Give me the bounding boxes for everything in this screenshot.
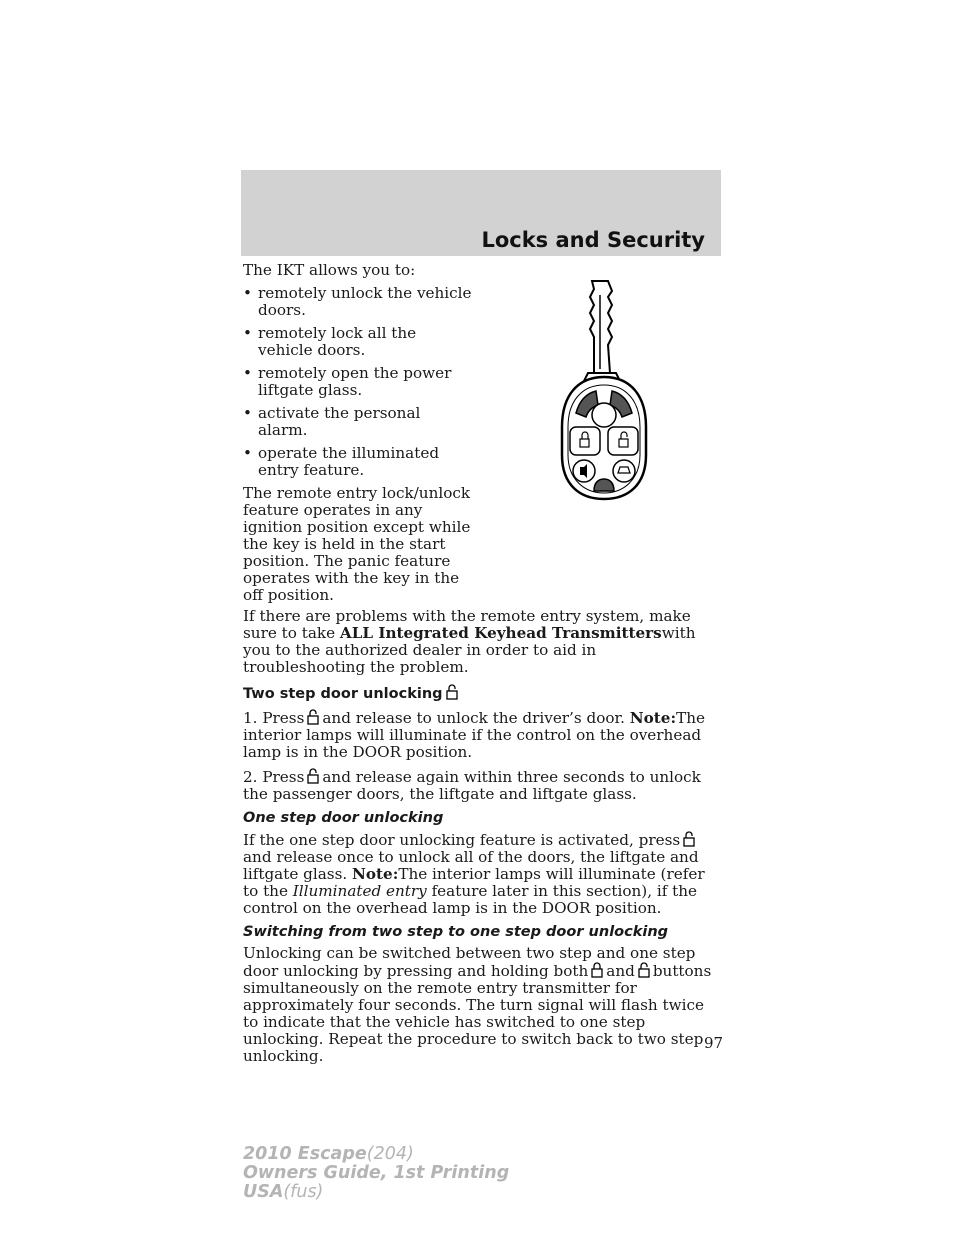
unlock-icon xyxy=(682,831,696,847)
remote-entry-paragraph: The remote entry lock/unlock feature operates in any ignition position except while the key is held in the start position. The panic feature operates with the key in the off position. xyxy=(243,484,471,604)
one-step-heading: One step door unlocking xyxy=(243,810,444,826)
two-step-step2: 2. Press and release again within three seconds to unlock the passenger doors, the liftgate and liftgate glass. xyxy=(243,768,701,803)
one-step-paragraph: If the one step door unlocking feature is activated, pressand release once to unlock all of the doors, the liftgate and liftgate glass. Note:The interior lamps will illuminate (refer to the Illuminated entry feature later in this section), if the control on the overhead lamp is in the DOOR position. xyxy=(243,831,705,917)
lock-icon xyxy=(590,962,604,978)
section-title: Locks and Security xyxy=(481,228,705,252)
list-item: • remotely unlock the vehicle doors. xyxy=(243,285,473,319)
list-item: • operate the illuminated entry feature. xyxy=(243,445,473,479)
two-step-heading: Two step door unlocking xyxy=(243,684,721,703)
two-step-step1: 1. Press and release to unlock the driver’s door. Note:The interior lamps will illuminate if the control on the overhead lamp is in the DOOR position. xyxy=(243,709,705,761)
problems-paragraph: If there are problems with the remote entry system, make sure to take ALL Integrated Keyhead Transmitterswith you to the authorized dealer in order to aid in troubleshooting the problem. xyxy=(243,607,696,676)
unlock-icon xyxy=(306,709,320,725)
page-number: 97 xyxy=(704,1034,724,1052)
switching-paragraph: Unlocking can be switched between two step and one step door unlocking by pressing and holding both and buttons simultaneously on the remote entry transmitter for approximately four seconds. The turn signal will flash twice to indicate that the vehicle has switched to one step unlocking. Repeat the procedure to switch back to two step unlocking. xyxy=(243,944,712,1065)
unlock-icon xyxy=(445,684,459,700)
unlock-icon xyxy=(637,962,651,978)
list-item: • activate the personal alarm. xyxy=(243,405,473,439)
illuminated-entry-ref: Illuminated entry xyxy=(292,882,427,900)
header-band xyxy=(241,170,721,256)
switching-heading: Switching from two step to one step door unlocking xyxy=(243,924,669,940)
footer: 2010 Escape(204) Owners Guide, 1st Printing USA(fus) xyxy=(243,1144,510,1202)
list-item: • remotely lock all the vehicle doors. xyxy=(243,325,473,359)
bold-transmitters: ALL Integrated Keyhead Transmitters xyxy=(339,624,662,642)
list-item: • remotely open the power liftgate glass. xyxy=(243,365,473,399)
feature-list xyxy=(243,285,473,479)
unlock-icon xyxy=(306,768,320,784)
intro-text: The IKT allows you to: xyxy=(243,261,416,279)
main-content xyxy=(243,261,724,1072)
